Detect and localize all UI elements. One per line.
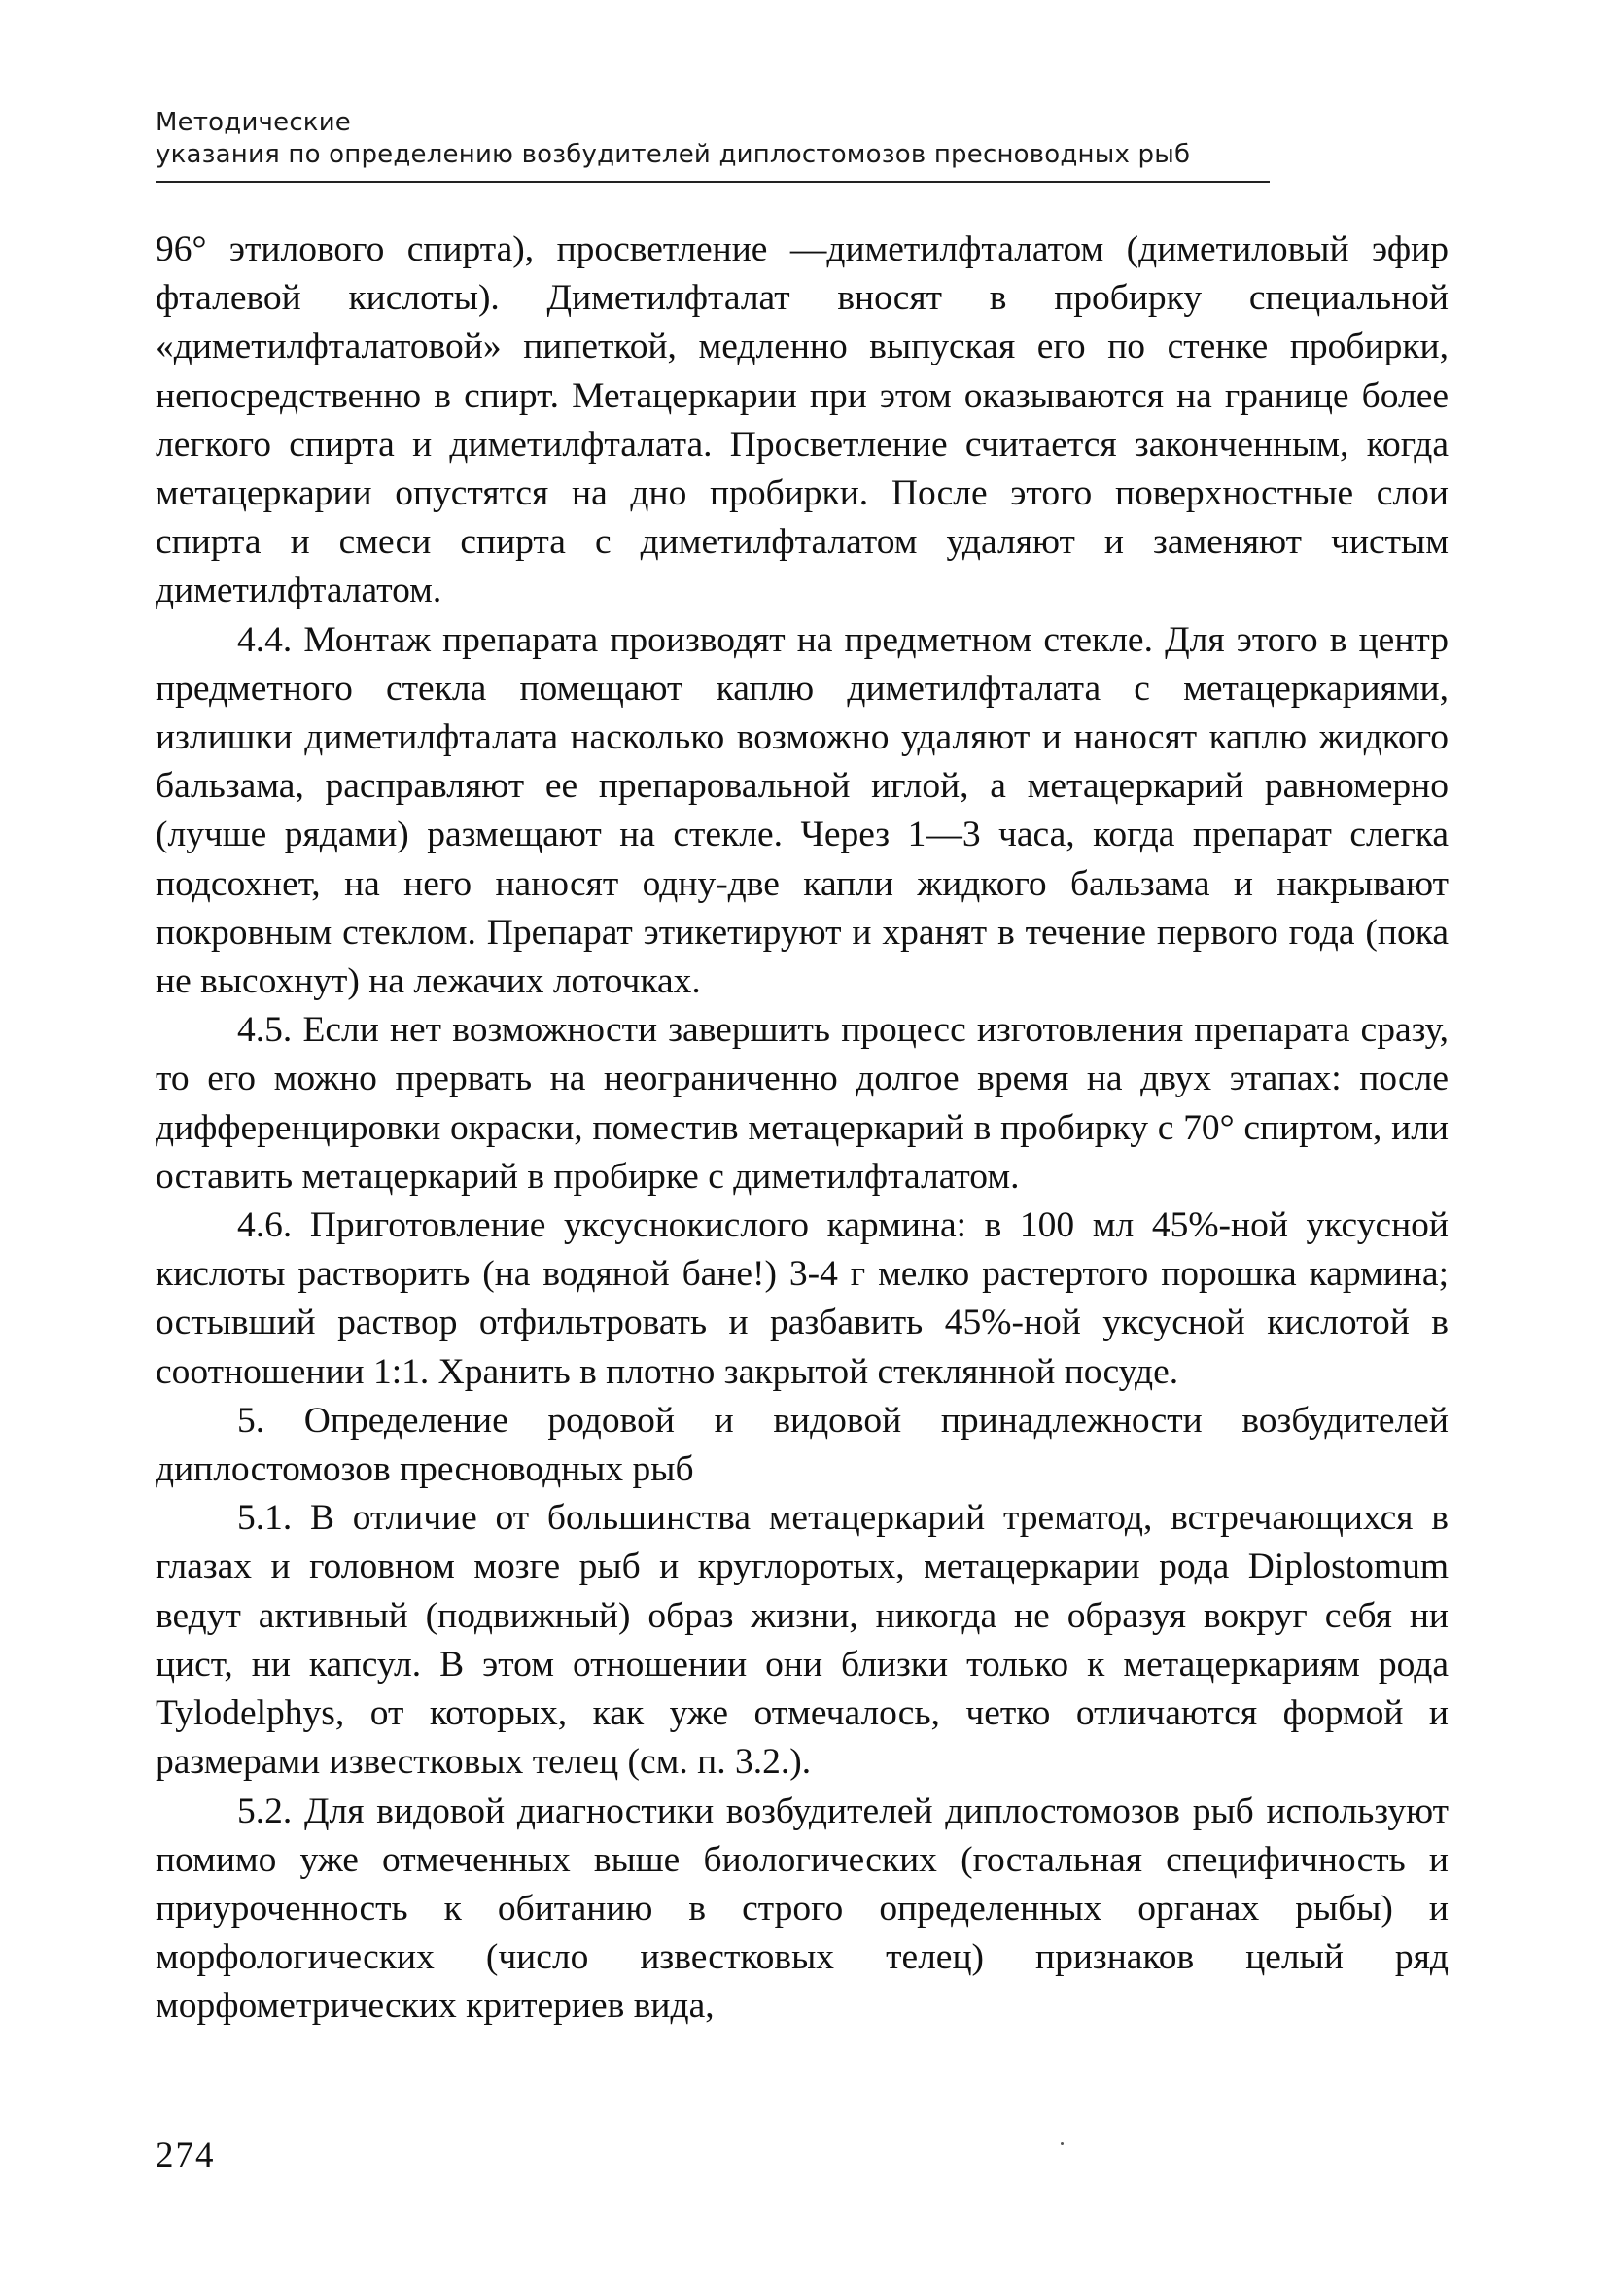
header-divider xyxy=(156,181,1270,183)
paragraph-5-2: 5.2. Для видовой диагностики возбудителей диплостомозов рыб используют помимо уже отмеченных выше биологических (гостальная специфичность и приуроченность к обитанию в строго определенных органах рыбы) и морфологических (число известковых телец) признаков целый ряд морфометрических критериев вида, xyxy=(156,1791,1449,2027)
paragraph-4-6: 4.6. Приготовление уксуснокислого кармина: в 100 мл 45%-ной уксусной кислоты растворить (на водяной бане!) 3-4 г мелко растертого порошка кармина; остывший раствор отфильтровать и разбавить 45%-ной уксусной кислотой в соотношении 1:1. Хранить в плотно закрытой стеклянной посуде. xyxy=(156,1205,1449,1392)
running-header-line-2: указания по определению возбудителей диплостомозов пресноводных рыб xyxy=(156,140,1191,169)
running-header xyxy=(156,107,1270,171)
paragraph-5-1: 5.1. В отличие от большинства метацеркарий трематод, встречающихся в глазах и головном мозге рыб и круглоротых, метацеркарии рода Diplostomum ведут активный (подвижный) образ жизни, никогда не образуя вокруг себя ни цист, ни капсул. В этом отношении они близки только к метацеркариям рода Tylodelphys, от которых, как уже отмечалось, четко отличаются формой и размерами известковых телец (см. п. 3.2.). xyxy=(156,1498,1449,1783)
page-body xyxy=(156,226,1449,2032)
paragraph-4-4: 4.4. Монтаж препарата производят на предметном стекле. Для этого в центр предметного стекла помещают каплю диметилфталата с метацеркариями, излишки диметилфталата насколько возможно удаляют и наносят каплю жидкого бальзама, расправляют ее препаровальной иглой, а метацеркарий равномерно (лучше рядами) размещают на стекле. Через 1—3 часа, когда препарат слегка подсохнет, на него наносят одну-две капли жидкого бальзама и накрывают покровным стеклом. Препарат этикетируют и хранят в течение первого года (пока не высохнут) на лежачих лоточках. xyxy=(156,619,1449,1002)
paragraph-4-5: 4.5. Если нет возможности завершить процесс изготовления препарата сразу, то его можно прервать на неограниченно долгое время на двух этапах: после дифференцировки окраски, поместив метацеркарий в пробирку с 70° спиртом, или оставить метацеркарий в пробирке с диметилфталатом. xyxy=(156,1010,1449,1197)
running-header-line-1: Методические xyxy=(156,108,352,137)
scan-speck xyxy=(1061,2142,1064,2145)
page-number: 274 xyxy=(156,2136,216,2175)
section-5-heading: 5. Определение родовой и видовой принадлежности возбудителей диплостомозов пресноводных рыб xyxy=(156,1400,1449,1490)
paragraph-continued: 96° этилового спирта), просветление —диметилфталатом (диметиловый эфир фталевой кислоты). Диметилфталат вносят в пробирку специальной «диметилфталатовой» пипеткой, медленно выпуская его по стенке пробирки, непосредственно в спирт. Метацеркарии при этом оказываются на границе более легкого спирта и диметилфталата. Просветление считается законченным, когда метацеркарии опустятся на дно пробирки. После этого поверхностные слои спирта и смеси спирта с диметилфталатом удаляют и заменяют чистым диметилфталатом. xyxy=(156,229,1449,611)
